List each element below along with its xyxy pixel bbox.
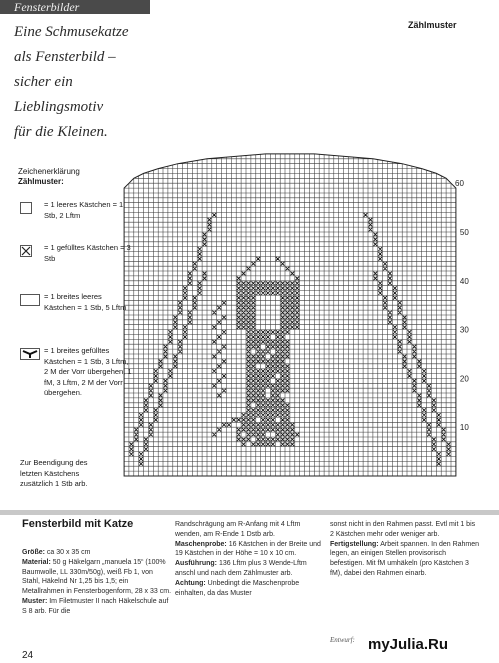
instruction-label: Muster: — [22, 597, 48, 605]
empty-square-icon — [20, 202, 32, 214]
intro-line: für die Kleinen. — [14, 124, 108, 140]
instruction-text: ca 30 x 35 cm — [46, 549, 91, 556]
page-number: 24 — [22, 650, 34, 661]
watermark: myJulia.Ru — [368, 636, 449, 653]
instruction-text: 136 Lftm plus 3 Wende-Lftm anschl und nach dem Zählmuster arb. — [175, 560, 307, 577]
row-number-label: 60 — [455, 179, 464, 189]
grid-lines — [124, 154, 456, 476]
instruction-paragraph — [330, 540, 480, 579]
instruction-text: Arbeit spannen. In den Rahmen legen, an einigen Stellen provisorisch befestigen. Mit fM umhäkeln (pro Kästchen 3 fM), dabei den Rahmen einarb. — [330, 540, 480, 577]
instruction-text: Im Filetmuster II nach Häkelschule auf S 8 arb. Für die — [22, 597, 169, 615]
instruction-paragraph — [330, 520, 480, 540]
instruction-label: Achtung: — [175, 579, 206, 587]
instruction-text: Unbedingt die Maschenprobe einhalten, da das Muster — [175, 579, 300, 597]
cross-square-icon — [20, 245, 32, 257]
legend-title: Zeichenerklärung Zählmuster: — [18, 167, 80, 186]
chart-grid — [124, 154, 456, 476]
instructions-title: Fensterbild mit Katze — [22, 518, 134, 530]
chart-title: Zählmuster — [408, 20, 457, 30]
intro-line: sicher ein — [14, 74, 73, 90]
section-header-tab: Fensterbilder — [0, 0, 150, 14]
instruction-label: Maschenprobe: — [175, 540, 227, 548]
row-number-label: 30 — [459, 325, 469, 335]
instruction-text: Randschrägung am R-Anfang mit 4 Lftm wenden, am R-Ende 1 Dstb arb. — [175, 521, 301, 538]
wide-filled-square-icon — [20, 348, 40, 360]
intro-line: Eine Schmusekatze — [14, 24, 129, 40]
instruction-paragraph — [175, 579, 325, 599]
divider — [0, 510, 499, 515]
legend-note: Zur Beendigung des letzten Kästchens zusätzlich 1 Stb arb. — [20, 458, 88, 488]
instruction-paragraph — [175, 520, 325, 540]
chart-row-labels — [455, 179, 469, 432]
instruction-paragraph — [22, 558, 172, 597]
wide-empty-square-icon — [20, 294, 40, 306]
instruction-text: sonst nicht in den Rahmen passt. Evtl mit 1 bis 2 Kästchen mehr oder weniger arb. — [330, 521, 476, 538]
intro-line: Lieblingsmotiv — [14, 99, 104, 115]
instruction-label: Fertigstellung: — [330, 540, 379, 548]
instruction-label: Ausführung: — [175, 560, 217, 568]
instruction-paragraph — [22, 548, 172, 558]
row-number-label: 10 — [459, 423, 469, 433]
instructions-column-3 — [330, 520, 480, 579]
instructions-column-1 — [22, 548, 172, 617]
row-number-label: 40 — [459, 276, 469, 286]
intro-line: als Fensterbild – — [14, 49, 116, 65]
row-number-label: 20 — [459, 374, 469, 384]
instruction-text: 16 Kästchen in der Breite und 19 Kästchen in der Höhe = 10 x 10 cm. — [175, 540, 321, 558]
photo-credit: Entwurf: — [330, 636, 355, 644]
instructions-column-2 — [175, 520, 325, 598]
row-number-label: 50 — [459, 228, 469, 237]
instruction-label: Größe: — [22, 549, 45, 556]
instruction-label: Material: — [22, 558, 51, 566]
instruction-paragraph — [175, 559, 325, 579]
instruction-paragraph — [175, 540, 325, 560]
instruction-paragraph — [22, 597, 172, 617]
instruction-text: 50 g Häkelgarn „manuela 15“ (100% Baumwolle, LL 330m/50g), weiß Fb 1, von Stahl, Häkelnd Nr 1,25 bis 1,5; ein Metallrahmen in Fensterbogenform, 28 x 33 cm. — [22, 558, 172, 596]
